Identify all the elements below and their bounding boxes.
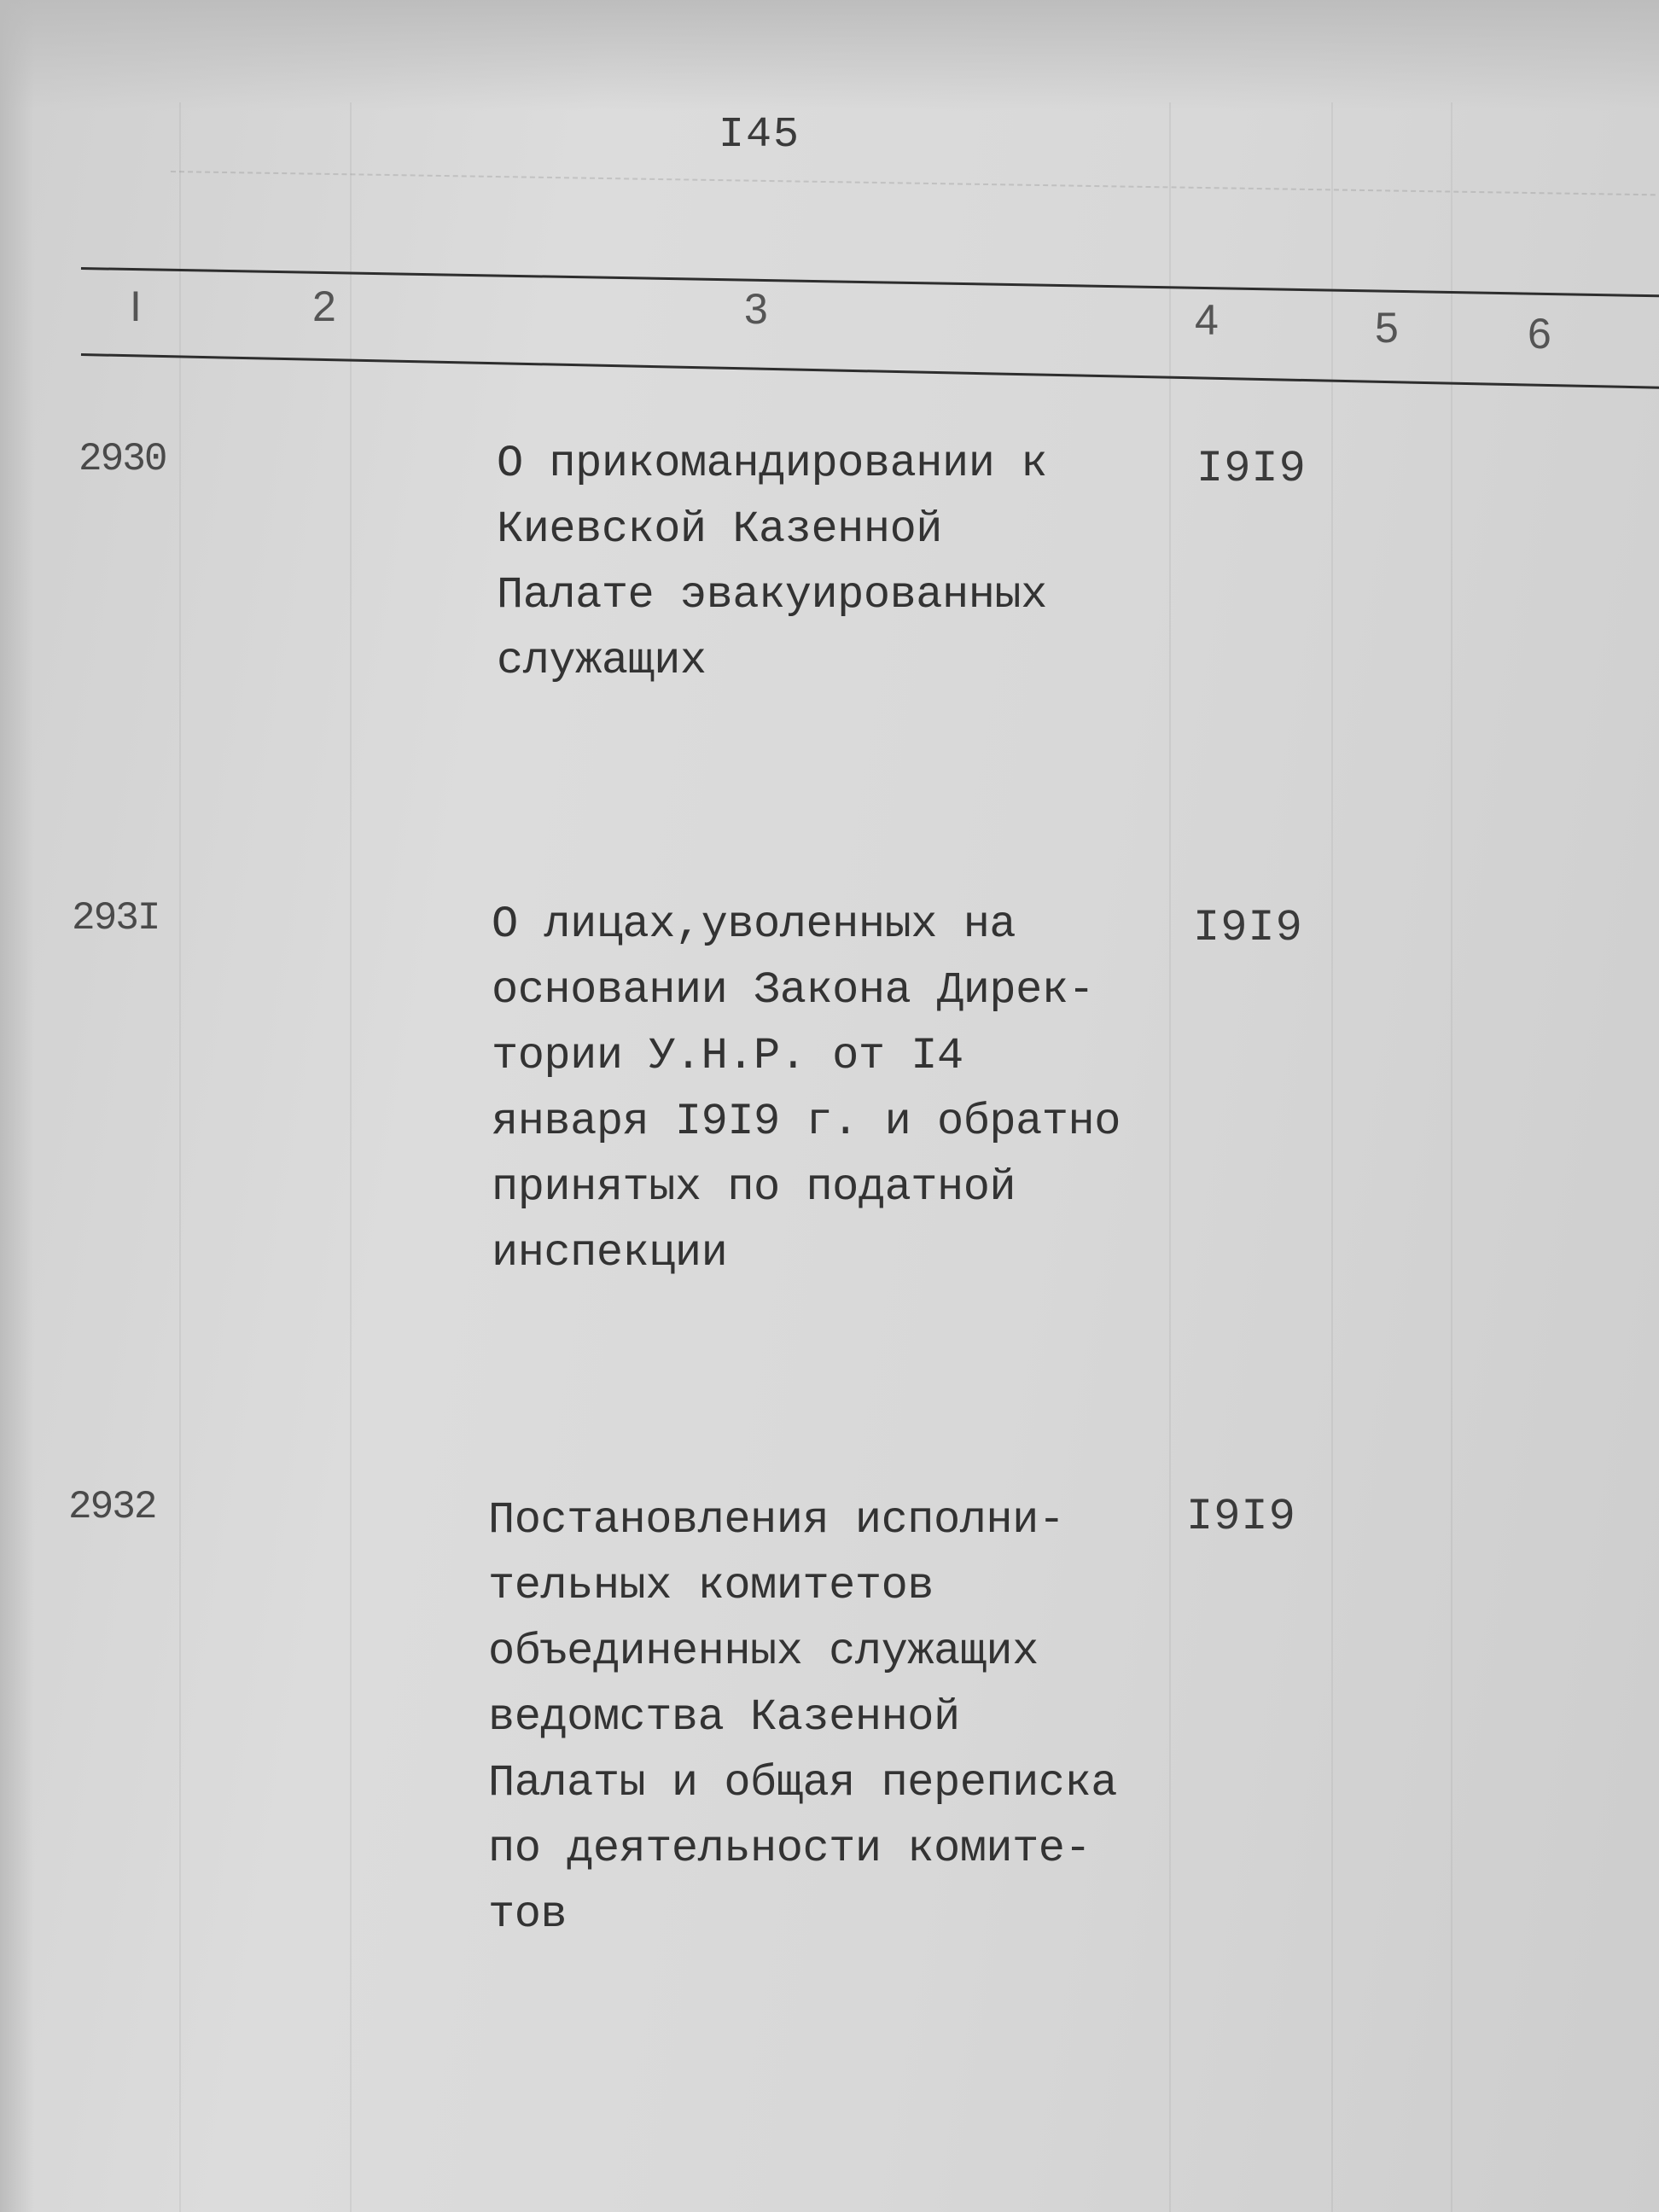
column-header-3: 3 <box>744 285 768 333</box>
column-guide <box>179 102 181 2212</box>
record-title-line: Киевской Казенной <box>497 504 942 555</box>
column-header-2: 2 <box>312 282 336 330</box>
record-title <box>488 1487 1117 1947</box>
record-title-line: тельных комитетов <box>488 1561 934 1611</box>
record-title-line: Палаты и общая переписка <box>488 1758 1117 1808</box>
scan-shadow-top <box>0 0 1659 111</box>
record-title <box>492 892 1121 1286</box>
record-number: 2930 <box>79 437 166 481</box>
record-title-line: ведомства Казенной <box>488 1692 960 1743</box>
column-header-4: 4 <box>1195 296 1219 344</box>
record-title-line: основании Закона Дирек- <box>492 965 1095 1016</box>
record-title-line: О прикомандировании к <box>497 439 1047 489</box>
record-year: I9I9 <box>1196 444 1307 494</box>
column-guide <box>1169 102 1171 2212</box>
record-year: I9I9 <box>1193 903 1303 953</box>
record-title-line: принятых по податной <box>492 1162 1016 1213</box>
record-title-line: Палате эвакуированных <box>497 570 1047 620</box>
page-number: I45 <box>719 111 801 160</box>
header-rule-bottom <box>81 353 1659 389</box>
record-title-line: Постановления исполни- <box>488 1495 1065 1545</box>
record-number: 2932 <box>68 1485 156 1529</box>
record-title-line: О лицах,уволенных на <box>492 899 1016 950</box>
column-header-5: 5 <box>1375 304 1399 352</box>
record-title-line: января I9I9 г. и обратно <box>492 1097 1121 1147</box>
record-title-line: тов <box>488 1889 568 1940</box>
column-guide <box>1451 102 1452 2212</box>
column-guide <box>350 102 352 2212</box>
column-guide <box>1331 102 1333 2212</box>
record-title-line: тории У.Н.Р. от I4 <box>492 1031 963 1081</box>
record-title-line: инспекции <box>492 1228 728 1278</box>
record-number: 293I <box>72 896 160 940</box>
scan-shadow-left <box>0 0 34 2212</box>
column-header-6: 6 <box>1528 310 1551 358</box>
record-year: I9I9 <box>1186 1492 1296 1542</box>
record-title-line: по деятельности комите- <box>488 1824 1091 1874</box>
dashed-guide <box>171 171 1656 195</box>
record-title-line: объединенных служащих <box>488 1627 1039 1677</box>
column-header-1: I <box>130 282 142 330</box>
record-title <box>497 431 1047 694</box>
record-title-line: служащих <box>497 636 707 686</box>
